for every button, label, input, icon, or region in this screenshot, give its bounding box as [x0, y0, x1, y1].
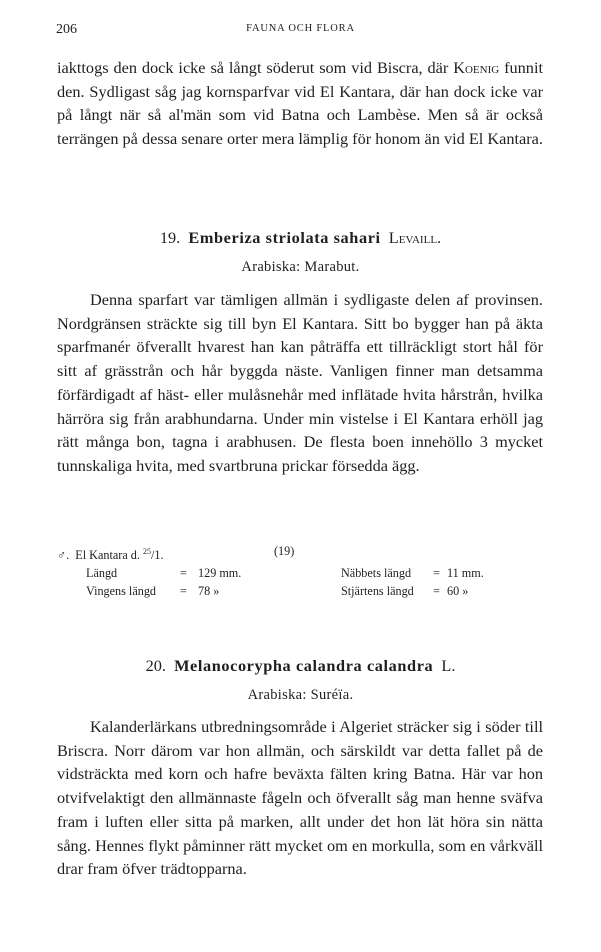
measurement-row-nabb	[341, 566, 521, 584]
person-name-koenig: Koenig	[453, 58, 500, 77]
specimen-locality: El Kantara d.	[75, 548, 140, 563]
langd-value: 129 mm.	[198, 566, 242, 580]
specimen-record	[57, 544, 164, 563]
species-19-author: Levaill.	[388, 228, 442, 247]
species-20-latin-name: Melanocorypha calandra calandra	[174, 656, 434, 675]
measurement-row-langd	[86, 566, 256, 584]
intro-text-2: funnit den. Sydligast såg jag kornsparfvar vid El Kantara, där han dock icke var på långt när så al'män som vid Batna och Lambèse. Men så är också terrängen på dessa senare orter mera lämplig för honom än vid El Kantara.	[57, 58, 543, 149]
species-19-number: 19.	[159, 228, 181, 247]
species-20-arabic-name: Arabiska: Suréïa.	[247, 687, 354, 703]
vinge-value: 78 »	[198, 584, 220, 598]
species-19-heading	[0, 228, 601, 248]
langd-equals: =	[180, 566, 187, 580]
page-header	[56, 22, 545, 40]
vinge-equals: =	[180, 584, 187, 598]
specimen-date-month: /1.	[150, 548, 164, 563]
male-symbol: ♂.	[57, 548, 70, 563]
species-20-description: Kalanderlärkans utbredningsområde i Algeriet sträcker sig i söder till Briscra. Norr därom var hon allmän, och särskildt var detta fallet på de vidsträckta med korn och hafre beväxta fälten kring Batna. Här var hon otvifvelaktigt den allmännaste fågeln och öfverallt såg man henne sväfva fram i luften eller sitta på marken, allt under det hon lät höra sin nätta sång. Hennes flykt påminner rätt mycket om en morkulla, som en vårkväll drar fram öfver trädtopparna.	[57, 717, 543, 879]
specimen-number: (19)	[274, 544, 295, 558]
species-20-author: L.	[441, 656, 456, 675]
stjart-label: Stjärtens längd	[341, 584, 414, 598]
species-20-number: 20.	[145, 656, 166, 675]
species-19-description: Denna sparfart var tämligen allmän i sydligaste delen af provinsen. Nordgränsen sträckte sig till byn El Kantara. Sitt bo bygger han på äkta sparfmanér öfverallt hvarest han kan påträffa ett tillräckligt stort hål för sitt af grässtrån och hår byggda näste. Vanligen finner man detsamma förfärdigadt af häst- eller mulåsnehår med inflätade hvita hårstrån, hvilka härröra sig från arabhundarna. Under min vistelse i El Kantara erhöll jag rätt många bon, tagna i arabhusen. De flesta boen innehöllo 3 mycket tunnskaliga hvita, med svartbruna prickar försedda ägg.	[57, 290, 543, 475]
vinge-label: Vingens längd	[86, 584, 157, 598]
measurements-right	[341, 566, 521, 602]
page-number: 206	[56, 22, 77, 37]
intro-paragraph	[57, 56, 543, 151]
species-20-heading	[0, 656, 601, 676]
nabb-equals: =	[433, 566, 440, 580]
stjart-equals: =	[433, 584, 440, 598]
stjart-value: 60 »	[447, 584, 469, 598]
species-19-arabic-name: Arabiska: Marabut.	[241, 259, 360, 275]
nabb-value: 11 mm.	[447, 566, 484, 580]
species-19-latin-name: Emberiza striolata sahari	[188, 228, 381, 247]
nabb-label: Näbbets längd	[341, 566, 412, 580]
measurements-left	[86, 566, 256, 602]
running-title: FAUNA OCH FLORA	[246, 23, 355, 34]
measurement-row-vinge	[86, 584, 256, 602]
intro-text-1: iakttogs den dock icke så långt söderut som vid Biscra, där	[57, 58, 454, 77]
langd-label: Längd	[86, 566, 118, 580]
specimen-date-day: 25	[142, 547, 151, 556]
measurement-row-stjart	[341, 584, 521, 602]
